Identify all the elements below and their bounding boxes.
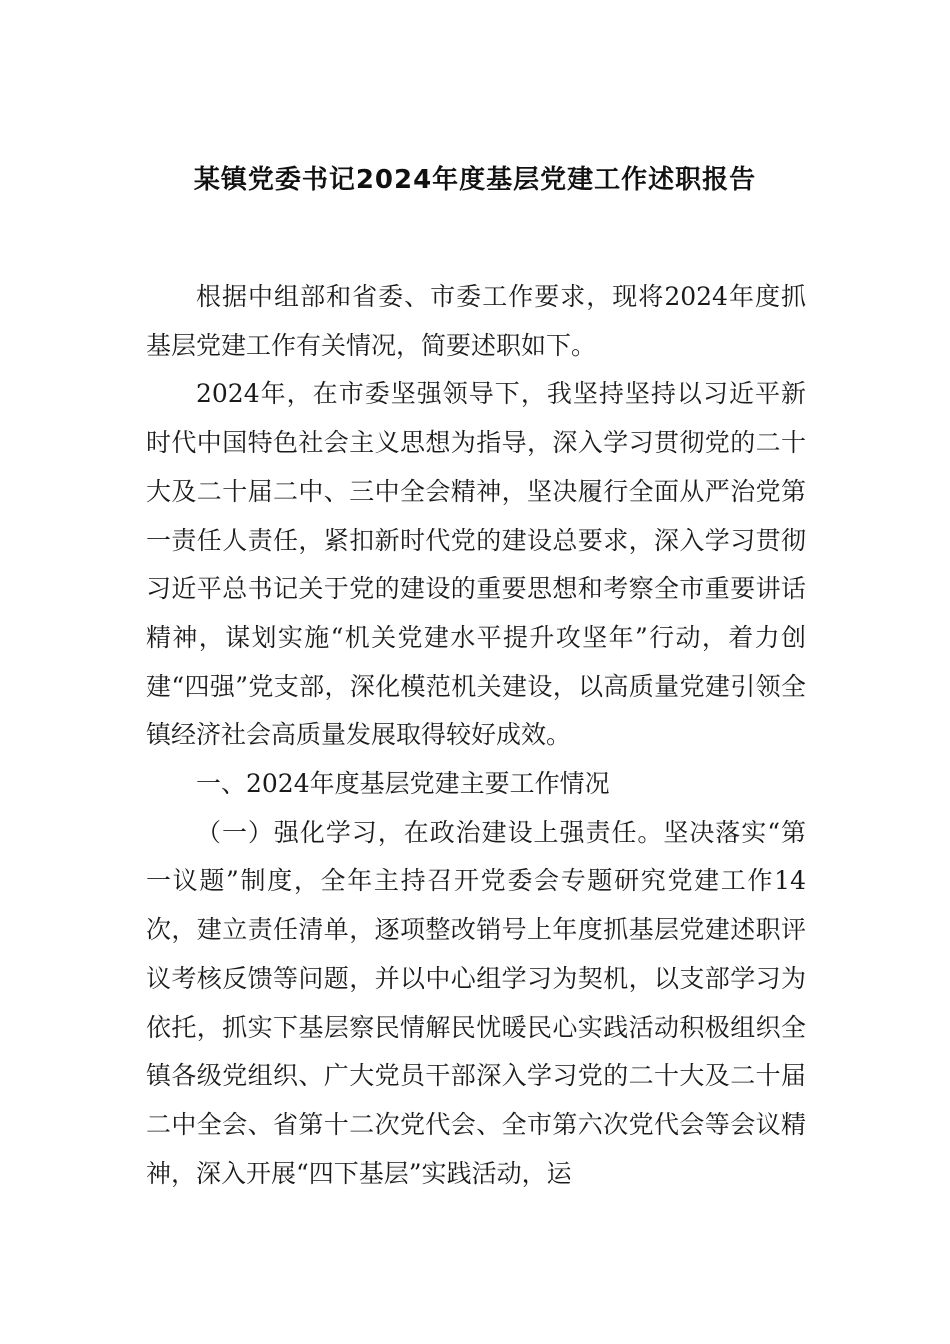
document-body [146,273,806,1198]
document-title: 某镇党委书记2024年度基层党建工作述职报告 [193,165,757,195]
overview-paragraph: 2024年，在市委坚强领导下，我坚持坚持以习近平新时代中国特色社会主义思想为指导，深入学习贯彻党的二十大及二十届二中、三中全会精神，坚决履行全面从严治党第一责任人责任，紧扣新时代党的建设总要求，深入学习贯彻习近平总书记关于党的建设的重要思想和考察全市重要讲话精神，谋划实施“机关党建水平提升攻坚年”行动，着力创建“四强”党支部，深化模范机关建设，以高质量党建引领全镇经济社会高质量发展取得较好成效。 [146,379,806,750]
section-1-paragraph: （一）强化学习，在政治建设上强责任。坚决落实“第一议题”制度，全年主持召开党委会专题研究党建工作14次，建立责任清单，逐项整改销号上年度抓基层党建述职评议考核反馈等问题，并以中心组学习为契机，以支部学习为依托，抓实下基层察民情解民忧暖民心实践活动积极组织全镇各级党组织、广大党员干部深入学习党的二十大及二十届二中全会、省第十二次党代会、全市第六次党代会等会议精神，深入开展“四下基层”实践活动，运 [146,817,806,1188]
intro-paragraph: 根据中组部和省委、市委工作要求，现将2024年度抓基层党建工作有关情况，简要述职如下。 [146,282,806,360]
section-heading: 一、2024年度基层党建主要工作情况 [196,769,610,799]
